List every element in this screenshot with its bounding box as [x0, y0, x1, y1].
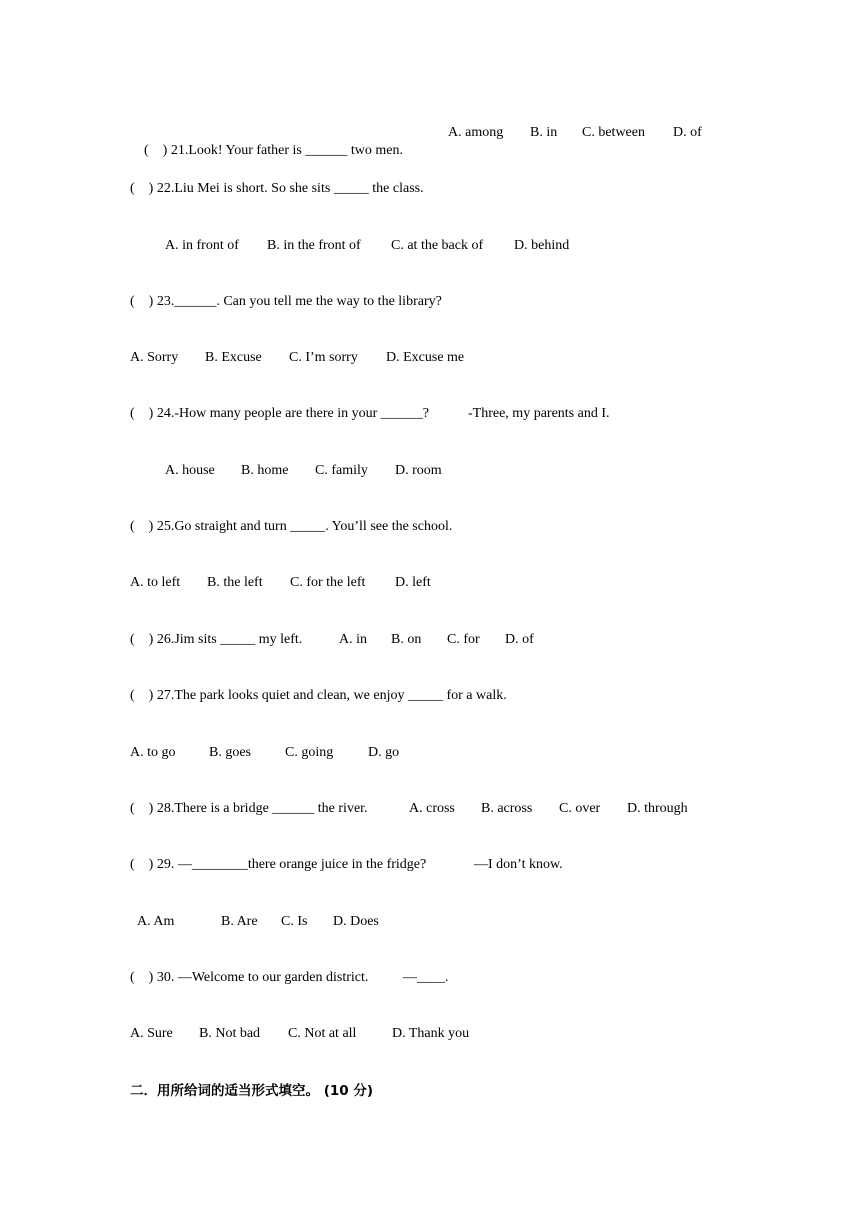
q29-option-c: C. Is [281, 914, 308, 929]
q24-option-b: B. home [241, 463, 289, 478]
question-28-stem: ( ) 28.There is a bridge ______ the river. [130, 801, 368, 816]
q28-option-b: B. across [481, 801, 533, 816]
q23-option-d: D. Excuse me [386, 350, 465, 365]
q22-option-b: B. in the front of [267, 238, 361, 253]
question-24-stem: ( ) 24.-How many people are there in your ______? [130, 406, 429, 421]
q23-option-c: C. I’m sorry [289, 350, 358, 365]
q21-option-b: B. in [530, 125, 558, 140]
q30-option-b: B. Not bad [199, 1026, 261, 1041]
q28-option-a: A. cross [409, 801, 455, 816]
q22-option-a: A. in front of [165, 238, 239, 253]
q21-option-a: A. among [448, 125, 504, 140]
q27-option-c: C. going [285, 745, 334, 760]
q26-option-d: D. of [505, 632, 534, 647]
q25-option-d: D. left [395, 575, 431, 590]
question-26-stem: ( ) 26.Jim sits _____ my left. [130, 632, 303, 647]
q23-option-b: B. Excuse [205, 350, 262, 365]
question-29-answer: —I don’t know. [474, 857, 563, 872]
q30-option-c: C. Not at all [288, 1026, 357, 1041]
question-24-answer: -Three, my parents and I. [468, 406, 610, 421]
q26-option-c: C. for [447, 632, 480, 647]
question-27-stem: ( ) 27.The park looks quiet and clean, we enjoy _____ for a walk. [130, 688, 507, 703]
q22-option-c: C. at the back of [391, 238, 484, 253]
q29-option-d: D. Does [333, 914, 379, 929]
q24-option-d: D. room [395, 463, 442, 478]
q29-option-b: B. Are [221, 914, 258, 929]
q28-option-d: D. through [627, 801, 688, 816]
q24-option-c: C. family [315, 463, 368, 478]
q30-option-d: D. Thank you [392, 1026, 470, 1041]
q24-option-a: A. house [165, 463, 215, 478]
q26-option-b: B. on [391, 632, 422, 647]
question-21 [130, 124, 403, 178]
q26-option-a: A. in [339, 632, 367, 647]
q21-option-d: D. of [673, 125, 702, 140]
question-25-stem: ( ) 25.Go straight and turn _____. You’ll see the school. [130, 519, 453, 534]
q27-option-d: D. go [368, 745, 400, 760]
section-2-heading: 二．用所给词的适当形式填空。 (10 分) [130, 1083, 374, 1099]
question-30-stem: ( ) 30. —Welcome to our garden district. [130, 970, 369, 985]
q29-option-a: A. Am [137, 914, 175, 929]
q27-option-b: B. goes [209, 745, 251, 760]
question-30-answer: —____. [403, 970, 449, 985]
q28-option-c: C. over [559, 801, 601, 816]
q25-option-b: B. the left [207, 575, 263, 590]
q25-option-a: A. to left [130, 575, 181, 590]
question-22-stem: ( ) 22.Liu Mei is short. So she sits _____ the class. [130, 181, 424, 196]
q27-option-a: A. to go [130, 745, 176, 760]
q23-option-a: A. Sorry [130, 350, 179, 365]
question-23-stem: ( ) 23.______. Can you tell me the way to the library? [130, 294, 442, 309]
question-21-stem: ( ) 21.Look! Your father is ______ two men. [144, 143, 403, 158]
q30-option-a: A. Sure [130, 1026, 173, 1041]
question-29-stem: ( ) 29. —________there orange juice in the fridge? [130, 857, 427, 872]
q25-option-c: C. for the left [290, 575, 366, 590]
q21-option-c: C. between [582, 125, 645, 140]
q22-option-d: D. behind [514, 238, 570, 253]
